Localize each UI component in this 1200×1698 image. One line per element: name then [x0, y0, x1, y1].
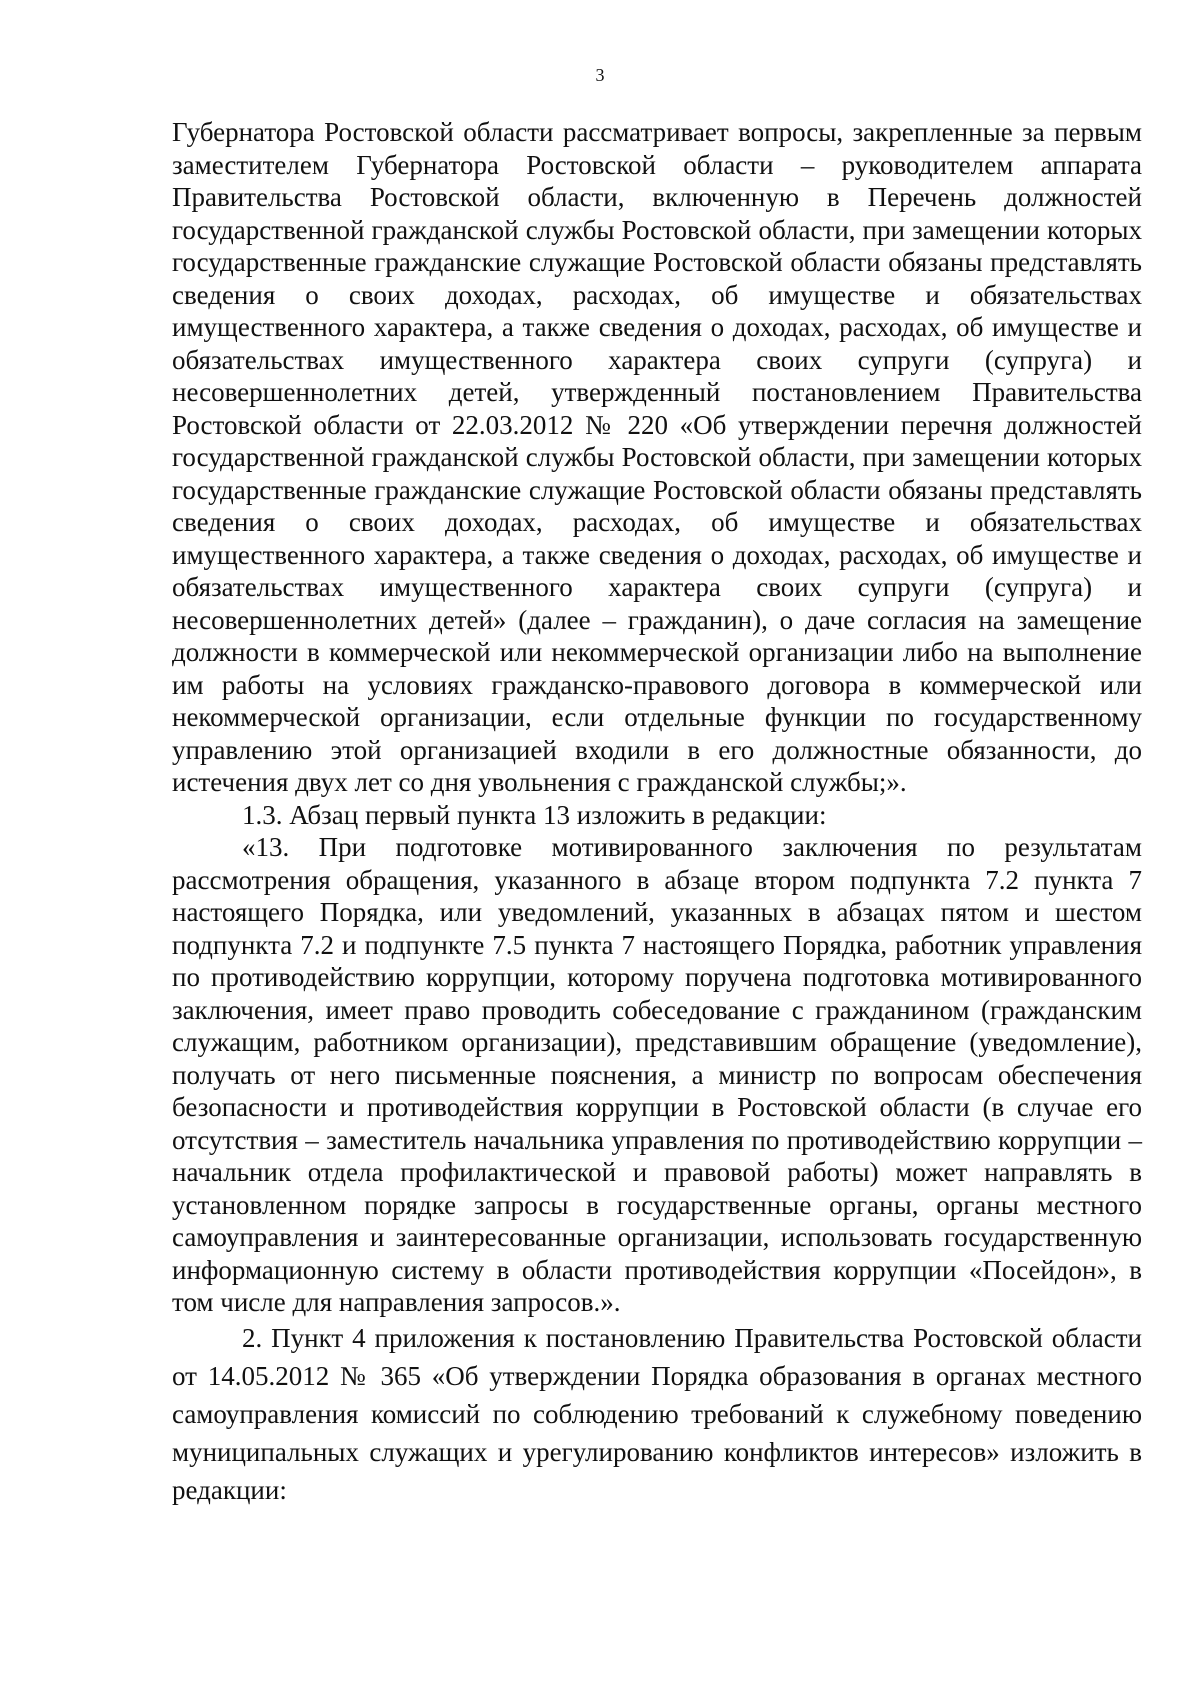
page-number: 3 — [595, 65, 605, 85]
paragraph-1-3-heading: 1.3. Абзац первый пункта 13 изложить в редакции: — [242, 799, 827, 830]
paragraph-item-2: 2. Пункт 4 приложения к постановлению Правительства Ростовской области от 14.05.2012 № 365 «Об утверждении Порядка образования в органах местного самоуправления комиссий по соблюдению требований к служебному поведению муниципальных служащих и урегулированию конфликтов интересов» изложить в редакции: — [172, 1322, 1142, 1505]
paragraph-item-13: «13. При подготовке мотивированного заключения по результатам рассмотрения обращения, указанного в абзаце втором подпункта 7.2 пункта 7 настоящего Порядка, или уведомлений, указанных в абзацах пятом и шестом подпункта 7.2 и подпункте 7.5 пункта 7 настоящего Порядка, работник управления по противодействию коррупции, которому поручена подготовка мотивированного заключения, имеет право проводить собеседование с гражданином (гражданским служащим, работником организации), представившим обращение (уведомление), получать от него письменные пояснения, а министр по вопросам обеспечения безопасности и противодействия коррупции в Ростовской области (в случае его отсутствия – заместитель начальника управления по противодействию коррупции – начальник отдела профилактической и правовой работы) может направлять в установленном порядке запросы в государственные органы, органы местного самоуправления и заинтересованные организации, использовать государственную информационную систему в области противодействия коррупции «Посейдон», в том числе для направления запросов.». — [172, 832, 1142, 1317]
document-body — [172, 116, 1142, 1509]
paragraph-continuation: Губернатора Ростовской области рассматривает вопросы, закрепленные за первым заместителем Губернатора Ростовской области – руководителем аппарата Правительства Ростовской области, включенную в Перечень должностей государственной гражданской службы Ростовской области, при замещении которых государственные гражданские служащие Ростовской области обязаны представлять сведения о своих доходах, расходах, об имуществе и обязательствах имущественного характера, а также сведения о доходах, расходах, об имуществе и обязательствах имущественного характера своих супруги (супруга) и несовершеннолетних детей, утвержденный постановлением Правительства Ростовской области от 22.03.2012 № 220 «Об утверждении перечня должностей государственной гражданской службы Ростовской области, при замещении которых государственные гражданские служащие Ростовской области обязаны представлять сведения о своих доходах, расходах, об имуществе и обязательствах имущественного характера, а также сведения о доходах, расходах, об имуществе и обязательствах имущественного характера своих супруги (супруга) и несовершеннолетних детей» (далее – гражданин), о даче согласия на замещение должности в коммерческой или некоммерческой организации либо на выполнение им работы на условиях гражданско-правового договора в коммерческой или некоммерческой организации, если отдельные функции по государственному управлению этой организацией входили в его должностные обязанности, до истечения двух лет со дня увольнения с гражданской службы;». — [172, 117, 1142, 797]
